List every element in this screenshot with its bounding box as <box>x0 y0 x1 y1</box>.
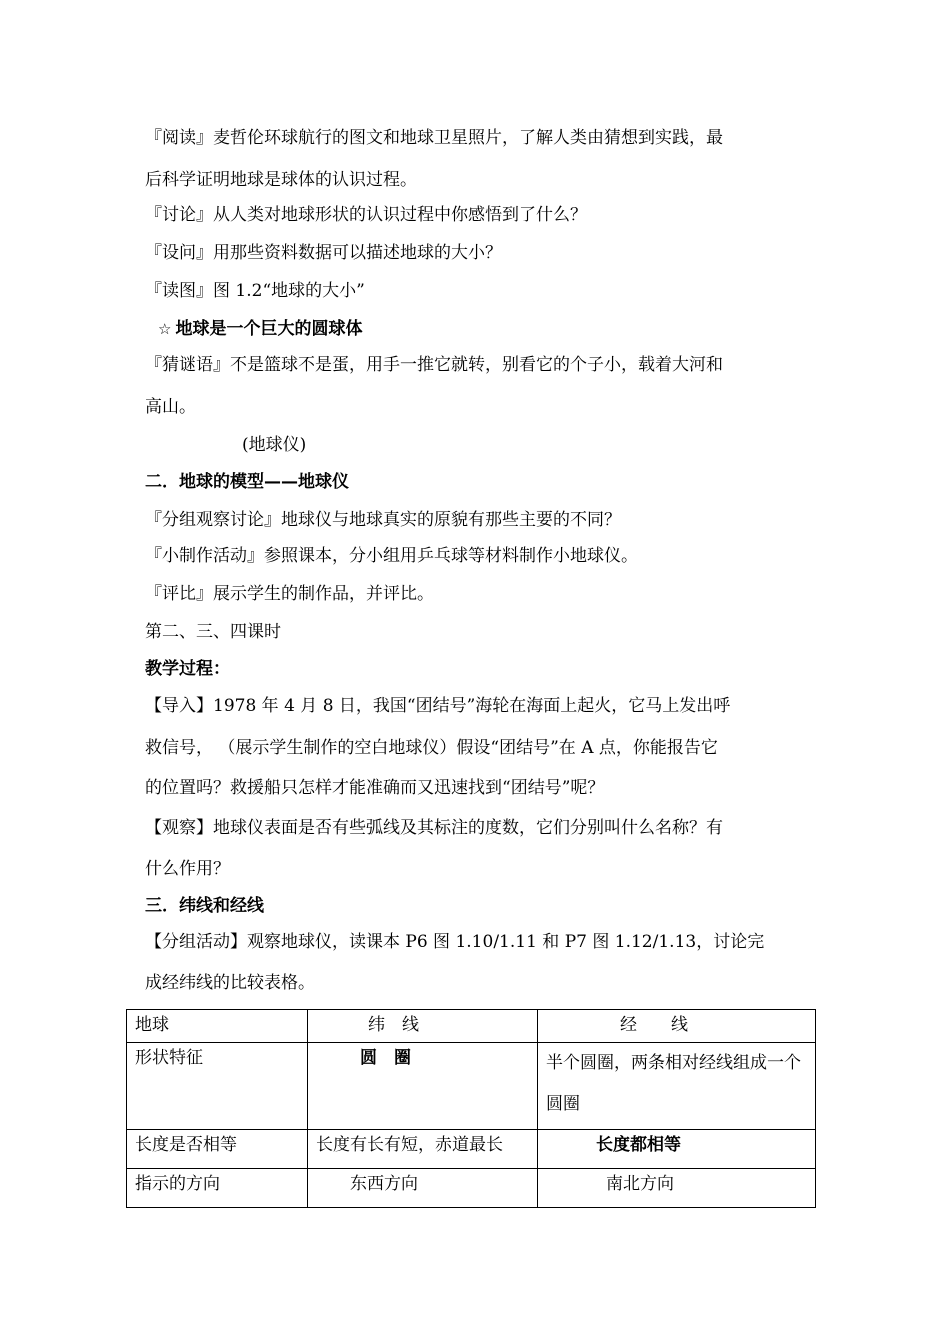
paragraph-group-activity-cont: 成经纬线的比较表格。 <box>145 973 315 993</box>
table-header-cell: 纬 线 <box>308 1010 538 1043</box>
riddle-answer: (地球仪) <box>242 435 307 455</box>
table-cell: 长度是否相等 <box>127 1130 308 1169</box>
table-cell: 长度都相等 <box>538 1130 816 1169</box>
table-cell: 指示的方向 <box>127 1169 308 1208</box>
table-header-cell: 地球 <box>127 1010 308 1043</box>
paragraph-discussion: 『讨论』从人类对地球形状的认识过程中你感悟到了什么？ <box>145 205 587 225</box>
paragraph-group-activity: 【分组活动】观察地球仪，读课本 P6 图 1.10/1.11 和 P7 图 1.12/1.13，讨论完 <box>145 932 765 952</box>
table-cell: 长度有长有短，赤道最长 <box>308 1130 538 1169</box>
table-cell: 东西方向 <box>308 1169 538 1208</box>
paragraph-riddle-cont: 高山。 <box>145 397 196 417</box>
star-icon: ☆ <box>158 320 172 338</box>
heading-earth-sphere <box>158 317 362 341</box>
table-header-cell: 经 线 <box>538 1010 816 1043</box>
table-row <box>127 1169 816 1208</box>
paragraph-riddle: 『猜谜语』不是篮球不是蛋，用手一推它就转，别看它的个子小，载着大河和 <box>145 355 723 375</box>
paragraph-reading: 『阅读』麦哲伦环球航行的图文和地球卫星照片，了解人类由猜想到实践，最 <box>145 128 723 148</box>
paragraph-evaluation: 『评比』展示学生的制作品，并评比。 <box>145 584 434 604</box>
paragraph-introduction: 【导入】1978 年 4 月 8 日，我国“团结号”海轮在海面上起火，它马上发出呼 <box>145 696 731 716</box>
table-cell: 形状特征 <box>127 1043 308 1130</box>
section-heading-lat-long: 三．纬线和经线 <box>145 896 264 916</box>
paragraph-observation-cont: 什么作用？ <box>145 859 230 879</box>
table-header-row <box>127 1010 816 1043</box>
heading-earth-sphere-text: 地球是一个巨大的圆球体 <box>175 319 363 339</box>
teaching-process-heading: 教学过程： <box>145 659 230 679</box>
paragraph-introduction-cont1: 救信号， （展示学生制作的空白地球仪）假设“团结号”在 A 点，你能报告它 <box>145 738 718 758</box>
table-row <box>127 1130 816 1169</box>
paragraph-craft-activity: 『小制作活动』参照课本，分小组用乒乓球等材料制作小地球仪。 <box>145 546 638 566</box>
lesson-periods: 第二、三、四课时 <box>145 622 281 642</box>
paragraph-read-figure: 『读图』图 1.2“地球的大小” <box>145 281 365 301</box>
table-cell: 圆 圈 <box>308 1043 538 1130</box>
paragraph-group-discussion: 『分组观察讨论』地球仪与地球真实的原貌有那些主要的不同？ <box>145 510 621 530</box>
comparison-table <box>126 1009 816 1208</box>
table-cell: 南北方向 <box>538 1169 816 1208</box>
table-cell: 半个圆圈，两条相对经线组成一个圆圈 <box>538 1043 816 1130</box>
paragraph-observation: 【观察】地球仪表面是否有些弧线及其标注的度数，它们分别叫什么名称？有 <box>145 818 723 838</box>
section-heading-globe-model: 二．地球的模型——地球仪 <box>145 472 349 492</box>
paragraph-reading-cont: 后科学证明地球是球体的认识过程。 <box>145 170 417 190</box>
paragraph-introduction-cont2: 的位置吗？救援船只怎样才能准确而又迅速找到“团结号”呢？ <box>145 778 605 798</box>
table-row <box>127 1043 816 1130</box>
paragraph-question: 『设问』用那些资料数据可以描述地球的大小？ <box>145 243 502 263</box>
